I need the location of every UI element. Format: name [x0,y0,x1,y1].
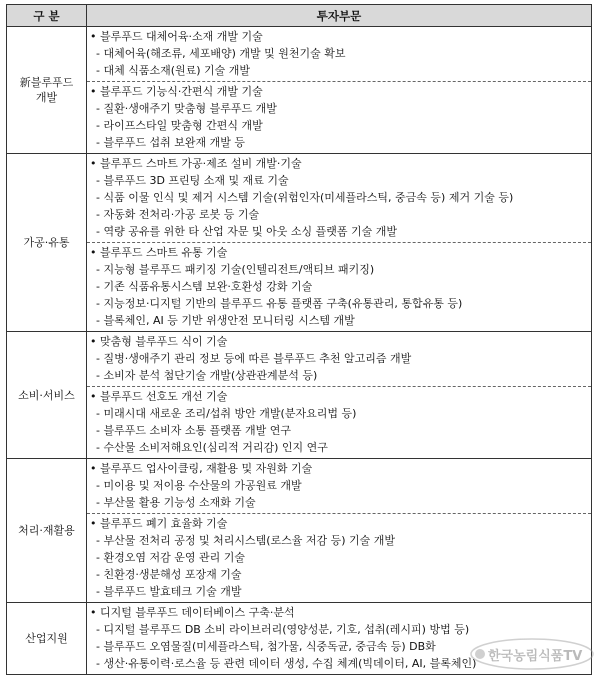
investment-group [87,387,591,458]
group-item: - 블루푸드 3D 프린팅 소재 및 재료 기술 [96,174,289,187]
category-label: 가공·유통 [23,236,70,249]
group-item: - 역량 공유를 위한 타 산업 자문 및 아웃 소싱 플랫폼 기술 개발 [96,225,397,238]
group-item: - 지능형 블루푸드 패키징 기술(인텔리전트/액티브 패키징) [96,263,375,276]
group-title: • 블루푸드 선호도 개선 기술 [90,390,228,403]
group-title: • 블루푸드 스마트 유통 기술 [90,246,228,259]
group-item: - 블록체인, AI 등 기반 위생안전 모니터링 시스템 개발 [96,314,355,327]
table-header-row [7,5,592,27]
group-item: - 대체 식품소재(원료) 기술 개발 [96,64,251,77]
header-category: 구 분 [7,5,87,27]
investment-table [6,4,592,675]
investment-group [87,154,591,243]
group-item: - 친환경·생분해성 포장재 기술 [96,568,242,581]
group-title: • 블루푸드 스마트 가공·제조 설비 개발·기술 [90,157,302,170]
investment-group [87,332,591,387]
group-item: - 디지털 블루푸드 DB 소비 라이브러리(영양성분, 기호, 섭취(레시피) 방법 등) [96,623,470,636]
group-item: - 기존 식품유통시스템 보완·호환성 강화 기술 [96,280,313,293]
group-item: - 부산물 전처리 공정 및 처리시스템(로스율 저감 등) 기술 개발 [96,534,396,547]
group-title: • 디지털 블루푸드 데이터베이스 구축·분석 [90,606,295,619]
group-title: • 블루푸드 폐기 효율화 기술 [90,517,228,530]
investment-group [87,82,591,153]
group-item: - 자동화 전처리·가공 로봇 등 기술 [96,208,260,221]
category-cell [7,603,87,675]
investment-cell [87,332,592,459]
watermark-text: 한국농림식품TV [488,649,583,664]
category-label: 新블루푸드 [19,76,74,89]
group-item: - 블루푸드 섭취 보완재 개발 등 [96,136,245,149]
category-cell [7,27,87,154]
investment-cell [87,154,592,332]
table-body [7,27,592,675]
category-cell [7,332,87,459]
group-item: - 환경오염 저감 운영 관리 기술 [96,551,245,564]
group-item: - 지능정보·디지털 기반의 블루푸드 유통 플랫폼 구축(유통관리, 통합유통 등) [96,297,463,310]
group-item: - 소비자 분석 첨단기술 개발(상관관계분석 등) [96,369,318,382]
group-item: - 질병·생애주기 관리 정보 등에 따른 블루푸드 추천 알고리즘 개발 [96,352,412,365]
category-cell [7,459,87,603]
group-item: - 라이프스타일 맞춤형 간편식 개발 [96,119,263,132]
group-item: - 블루푸드 오염물질(미세플라스틱, 첨가물, 식중독균, 중금속 등) DB화 [96,640,436,653]
group-item: - 블루푸드 소비자 소통 플랫폼 개발 연구 [96,424,291,437]
investment-group [87,27,591,82]
group-item: - 수산물 소비저해요인(심리적 거리감) 인지 연구 [96,441,328,454]
group-item: - 식품 이물 인식 및 제거 시스템 기술(위험인자(미세플라스틱, 중금속 등) 제거 기술 등) [96,191,514,204]
table-row [7,332,592,459]
group-item: - 대체어육(해조류, 세포배양) 개발 및 원천기술 확보 [96,47,346,60]
group-title: • 블루푸드 기능식·간편식 개발 기술 [90,85,263,98]
group-item: - 미래시대 새로운 조리/섭취 방안 개발(분자요리법 등) [96,407,357,420]
group-item: - 질환·생애주기 맞춤형 블루푸드 개발 [96,102,277,115]
header-investment: 투자부문 [87,5,592,27]
investment-group [87,243,591,331]
group-title: • 블루푸드 업사이클링, 재활용 및 자원화 기술 [90,462,313,475]
group-title: • 맞춤형 블루푸드 식이 기술 [90,335,228,348]
category-label: 개발 [35,91,58,104]
group-item: - 미이용 및 저이용 수산물의 가공원료 개발 [96,479,302,492]
table-row [7,154,592,332]
group-item: - 부산물 활용 기능성 소재화 기술 [96,496,256,509]
investment-table-container [6,4,591,675]
group-item: - 블루푸드 발효테크 기술 개발 [96,585,242,598]
category-label: 처리·재활용 [18,524,75,537]
investment-group [87,514,591,602]
investment-cell [87,459,592,603]
category-cell [7,154,87,332]
table-row [7,27,592,154]
group-item: - 생산·유통이력·로스율 등 관련 데이터 생성, 수집 체계(빅데이터, AI, 블록체인) [96,657,477,670]
investment-group [87,459,591,514]
category-label: 소비·서비스 [18,388,75,402]
table-row [7,459,592,603]
watermark [468,634,596,674]
group-title: • 블루푸드 대체어육·소재 개발 기술 [90,30,263,43]
investment-cell [87,27,592,154]
category-label: 산업지원 [25,632,68,645]
